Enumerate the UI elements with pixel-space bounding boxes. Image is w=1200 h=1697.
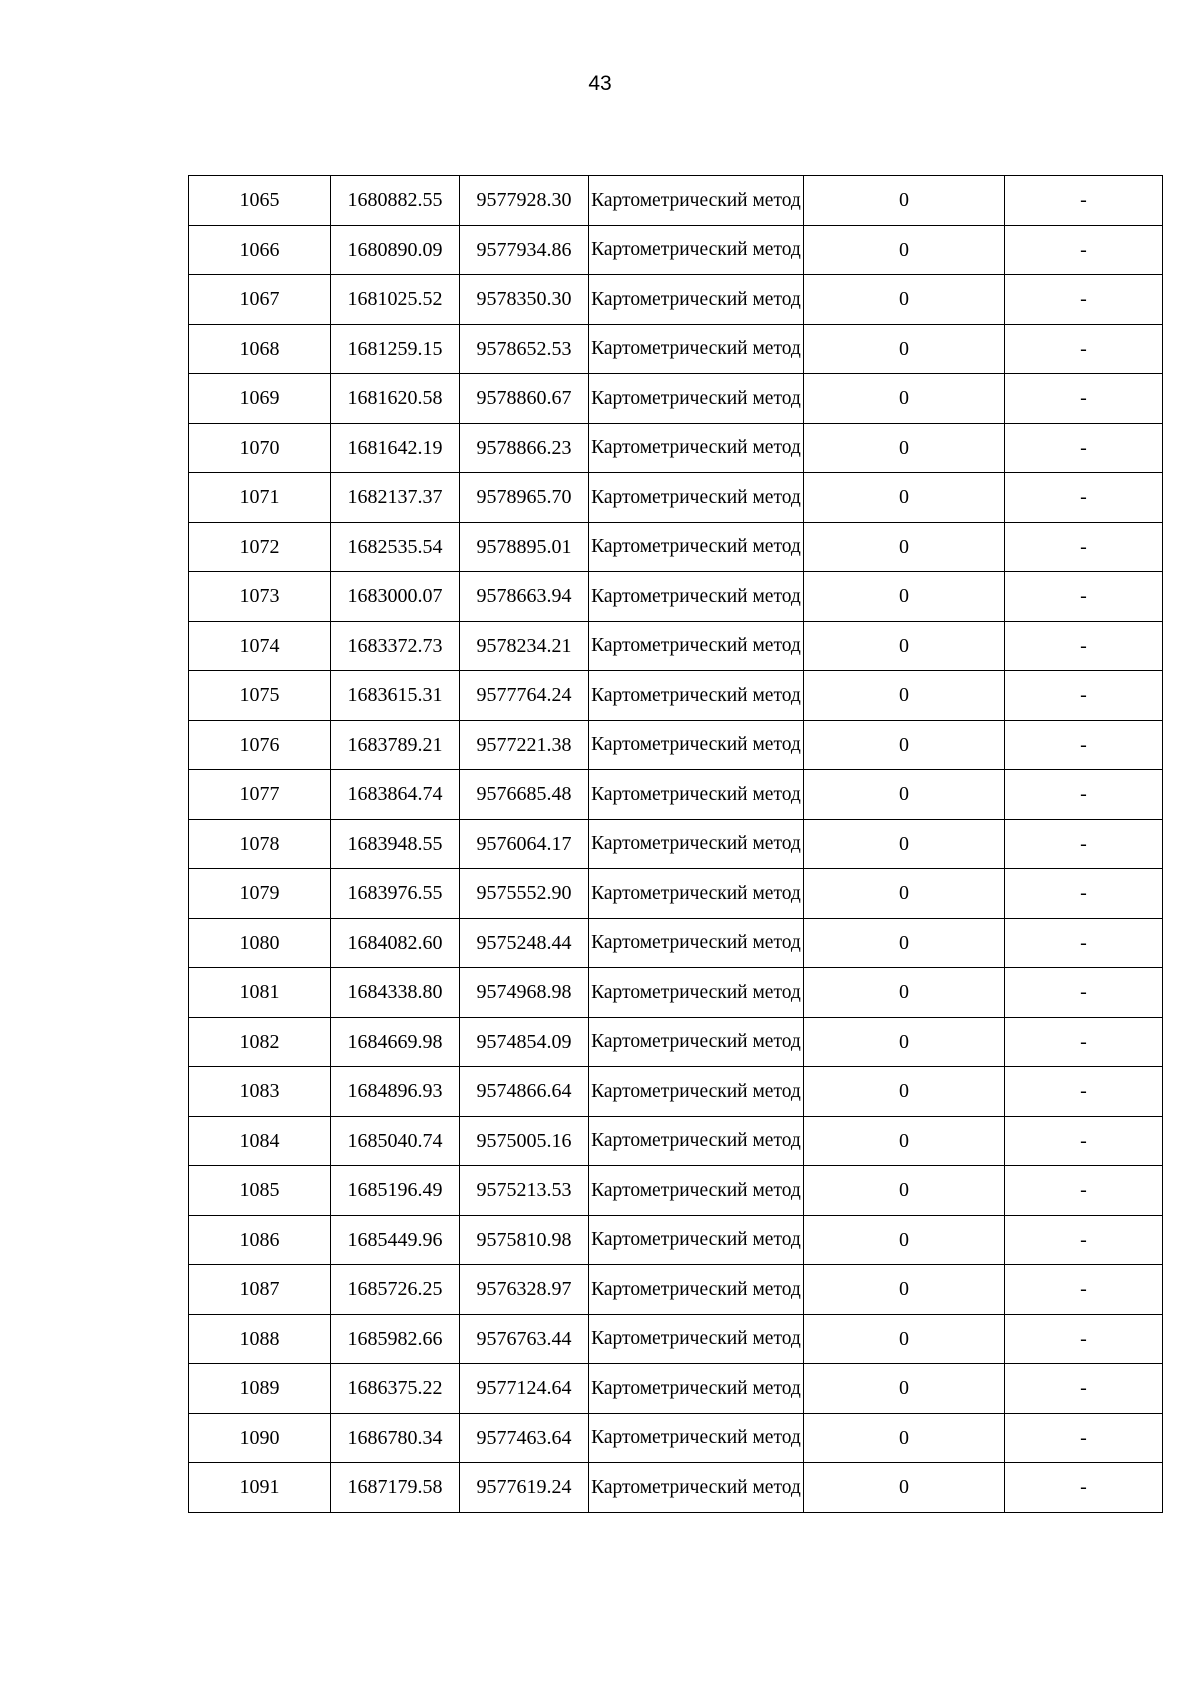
point-number-cell: 1077 (189, 770, 331, 820)
error-cell: 0 (804, 819, 1005, 869)
method-cell: Картометрический метод (589, 621, 804, 671)
x-coordinate-cell: 1683372.73 (331, 621, 460, 671)
x-coordinate-cell: 1683000.07 (331, 572, 460, 622)
y-coordinate-cell: 9577619.24 (460, 1463, 589, 1513)
point-number-cell: 1079 (189, 869, 331, 919)
y-coordinate-cell: 9578866.23 (460, 423, 589, 473)
method-cell: Картометрический метод (589, 1314, 804, 1364)
y-coordinate-cell: 9574866.64 (460, 1067, 589, 1117)
note-cell: - (1005, 473, 1163, 523)
note-cell: - (1005, 522, 1163, 572)
y-coordinate-cell: 9575213.53 (460, 1166, 589, 1216)
note-cell: - (1005, 621, 1163, 671)
y-coordinate-cell: 9577928.30 (460, 176, 589, 226)
coordinates-table (188, 175, 1163, 1513)
y-coordinate-cell: 9578350.30 (460, 275, 589, 325)
error-cell: 0 (804, 1463, 1005, 1513)
note-cell: - (1005, 275, 1163, 325)
method-cell: Картометрический метод (589, 1215, 804, 1265)
y-coordinate-cell: 9576685.48 (460, 770, 589, 820)
point-number-cell: 1091 (189, 1463, 331, 1513)
table-row (189, 869, 1163, 919)
x-coordinate-cell: 1685982.66 (331, 1314, 460, 1364)
y-coordinate-cell: 9575248.44 (460, 918, 589, 968)
x-coordinate-cell: 1682137.37 (331, 473, 460, 523)
y-coordinate-cell: 9578965.70 (460, 473, 589, 523)
x-coordinate-cell: 1682535.54 (331, 522, 460, 572)
table-row (189, 423, 1163, 473)
point-number-cell: 1070 (189, 423, 331, 473)
coordinates-table-body (189, 176, 1163, 1513)
method-cell: Картометрический метод (589, 720, 804, 770)
error-cell: 0 (804, 1364, 1005, 1414)
error-cell: 0 (804, 720, 1005, 770)
note-cell: - (1005, 1067, 1163, 1117)
point-number-cell: 1078 (189, 819, 331, 869)
note-cell: - (1005, 918, 1163, 968)
error-cell: 0 (804, 225, 1005, 275)
x-coordinate-cell: 1681259.15 (331, 324, 460, 374)
note-cell: - (1005, 819, 1163, 869)
note-cell: - (1005, 1017, 1163, 1067)
x-coordinate-cell: 1681025.52 (331, 275, 460, 325)
point-number-cell: 1081 (189, 968, 331, 1018)
x-coordinate-cell: 1680890.09 (331, 225, 460, 275)
x-coordinate-cell: 1684669.98 (331, 1017, 460, 1067)
note-cell: - (1005, 1314, 1163, 1364)
note-cell: - (1005, 1265, 1163, 1315)
table-row (189, 225, 1163, 275)
table-row (189, 522, 1163, 572)
point-number-cell: 1084 (189, 1116, 331, 1166)
note-cell: - (1005, 1166, 1163, 1216)
point-number-cell: 1065 (189, 176, 331, 226)
y-coordinate-cell: 9574854.09 (460, 1017, 589, 1067)
x-coordinate-cell: 1681642.19 (331, 423, 460, 473)
note-cell: - (1005, 1364, 1163, 1414)
method-cell: Картометрический метод (589, 918, 804, 968)
note-cell: - (1005, 1215, 1163, 1265)
table-row (189, 374, 1163, 424)
method-cell: Картометрический метод (589, 1067, 804, 1117)
error-cell: 0 (804, 968, 1005, 1018)
error-cell: 0 (804, 869, 1005, 919)
method-cell: Картометрический метод (589, 374, 804, 424)
point-number-cell: 1066 (189, 225, 331, 275)
method-cell: Картометрический метод (589, 671, 804, 721)
table-row (189, 176, 1163, 226)
y-coordinate-cell: 9577221.38 (460, 720, 589, 770)
method-cell: Картометрический метод (589, 819, 804, 869)
y-coordinate-cell: 9576064.17 (460, 819, 589, 869)
error-cell: 0 (804, 572, 1005, 622)
table-row (189, 1166, 1163, 1216)
method-cell: Картометрический метод (589, 968, 804, 1018)
point-number-cell: 1075 (189, 671, 331, 721)
table-row (189, 324, 1163, 374)
y-coordinate-cell: 9577934.86 (460, 225, 589, 275)
error-cell: 0 (804, 918, 1005, 968)
error-cell: 0 (804, 374, 1005, 424)
point-number-cell: 1076 (189, 720, 331, 770)
x-coordinate-cell: 1687179.58 (331, 1463, 460, 1513)
method-cell: Картометрический метод (589, 1364, 804, 1414)
x-coordinate-cell: 1684896.93 (331, 1067, 460, 1117)
table-row (189, 473, 1163, 523)
error-cell: 0 (804, 1314, 1005, 1364)
x-coordinate-cell: 1685449.96 (331, 1215, 460, 1265)
note-cell: - (1005, 671, 1163, 721)
table-row (189, 1463, 1163, 1513)
point-number-cell: 1082 (189, 1017, 331, 1067)
method-cell: Картометрический метод (589, 176, 804, 226)
note-cell: - (1005, 1116, 1163, 1166)
method-cell: Картометрический метод (589, 1017, 804, 1067)
y-coordinate-cell: 9578663.94 (460, 572, 589, 622)
method-cell: Картометрический метод (589, 1116, 804, 1166)
error-cell: 0 (804, 1413, 1005, 1463)
error-cell: 0 (804, 1265, 1005, 1315)
error-cell: 0 (804, 176, 1005, 226)
error-cell: 0 (804, 1215, 1005, 1265)
note-cell: - (1005, 968, 1163, 1018)
error-cell: 0 (804, 275, 1005, 325)
table-row (189, 275, 1163, 325)
table-row (189, 968, 1163, 1018)
point-number-cell: 1088 (189, 1314, 331, 1364)
method-cell: Картометрический метод (589, 572, 804, 622)
table-row (189, 1017, 1163, 1067)
note-cell: - (1005, 176, 1163, 226)
method-cell: Картометрический метод (589, 275, 804, 325)
point-number-cell: 1071 (189, 473, 331, 523)
x-coordinate-cell: 1680882.55 (331, 176, 460, 226)
method-cell: Картометрический метод (589, 869, 804, 919)
x-coordinate-cell: 1683976.55 (331, 869, 460, 919)
table-row (189, 1413, 1163, 1463)
x-coordinate-cell: 1681620.58 (331, 374, 460, 424)
y-coordinate-cell: 9576763.44 (460, 1314, 589, 1364)
point-number-cell: 1080 (189, 918, 331, 968)
table-row (189, 671, 1163, 721)
x-coordinate-cell: 1683948.55 (331, 819, 460, 869)
method-cell: Картометрический метод (589, 473, 804, 523)
x-coordinate-cell: 1685726.25 (331, 1265, 460, 1315)
table-row (189, 1067, 1163, 1117)
point-number-cell: 1087 (189, 1265, 331, 1315)
error-cell: 0 (804, 522, 1005, 572)
error-cell: 0 (804, 671, 1005, 721)
note-cell: - (1005, 324, 1163, 374)
error-cell: 0 (804, 621, 1005, 671)
point-number-cell: 1090 (189, 1413, 331, 1463)
y-coordinate-cell: 9574968.98 (460, 968, 589, 1018)
error-cell: 0 (804, 324, 1005, 374)
y-coordinate-cell: 9575810.98 (460, 1215, 589, 1265)
error-cell: 0 (804, 423, 1005, 473)
note-cell: - (1005, 1413, 1163, 1463)
method-cell: Картометрический метод (589, 770, 804, 820)
y-coordinate-cell: 9577764.24 (460, 671, 589, 721)
table-row (189, 770, 1163, 820)
error-cell: 0 (804, 1017, 1005, 1067)
method-cell: Картометрический метод (589, 1413, 804, 1463)
note-cell: - (1005, 720, 1163, 770)
x-coordinate-cell: 1685040.74 (331, 1116, 460, 1166)
y-coordinate-cell: 9576328.97 (460, 1265, 589, 1315)
point-number-cell: 1074 (189, 621, 331, 671)
error-cell: 0 (804, 1116, 1005, 1166)
y-coordinate-cell: 9578652.53 (460, 324, 589, 374)
point-number-cell: 1083 (189, 1067, 331, 1117)
note-cell: - (1005, 770, 1163, 820)
error-cell: 0 (804, 1067, 1005, 1117)
error-cell: 0 (804, 473, 1005, 523)
point-number-cell: 1067 (189, 275, 331, 325)
method-cell: Картометрический метод (589, 1265, 804, 1315)
note-cell: - (1005, 423, 1163, 473)
point-number-cell: 1086 (189, 1215, 331, 1265)
y-coordinate-cell: 9578860.67 (460, 374, 589, 424)
method-cell: Картометрический метод (589, 522, 804, 572)
method-cell: Картометрический метод (589, 324, 804, 374)
table-row (189, 572, 1163, 622)
x-coordinate-cell: 1684338.80 (331, 968, 460, 1018)
table-row (189, 819, 1163, 869)
table-row (189, 621, 1163, 671)
y-coordinate-cell: 9577124.64 (460, 1364, 589, 1414)
y-coordinate-cell: 9575005.16 (460, 1116, 589, 1166)
note-cell: - (1005, 374, 1163, 424)
method-cell: Картометрический метод (589, 1463, 804, 1513)
table-row (189, 1314, 1163, 1364)
x-coordinate-cell: 1686375.22 (331, 1364, 460, 1414)
point-number-cell: 1073 (189, 572, 331, 622)
method-cell: Картометрический метод (589, 1166, 804, 1216)
note-cell: - (1005, 225, 1163, 275)
note-cell: - (1005, 1463, 1163, 1513)
y-coordinate-cell: 9578234.21 (460, 621, 589, 671)
x-coordinate-cell: 1684082.60 (331, 918, 460, 968)
table-row (189, 1215, 1163, 1265)
method-cell: Картометрический метод (589, 423, 804, 473)
page-number: 43 (588, 72, 612, 95)
point-number-cell: 1085 (189, 1166, 331, 1216)
error-cell: 0 (804, 770, 1005, 820)
point-number-cell: 1069 (189, 374, 331, 424)
point-number-cell: 1072 (189, 522, 331, 572)
table-row (189, 1265, 1163, 1315)
table-row (189, 1116, 1163, 1166)
note-cell: - (1005, 869, 1163, 919)
y-coordinate-cell: 9577463.64 (460, 1413, 589, 1463)
table-row (189, 918, 1163, 968)
point-number-cell: 1068 (189, 324, 331, 374)
x-coordinate-cell: 1683864.74 (331, 770, 460, 820)
x-coordinate-cell: 1686780.34 (331, 1413, 460, 1463)
x-coordinate-cell: 1685196.49 (331, 1166, 460, 1216)
error-cell: 0 (804, 1166, 1005, 1216)
method-cell: Картометрический метод (589, 225, 804, 275)
note-cell: - (1005, 572, 1163, 622)
table-row (189, 720, 1163, 770)
point-number-cell: 1089 (189, 1364, 331, 1414)
y-coordinate-cell: 9578895.01 (460, 522, 589, 572)
y-coordinate-cell: 9575552.90 (460, 869, 589, 919)
table-row (189, 1364, 1163, 1414)
x-coordinate-cell: 1683615.31 (331, 671, 460, 721)
x-coordinate-cell: 1683789.21 (331, 720, 460, 770)
